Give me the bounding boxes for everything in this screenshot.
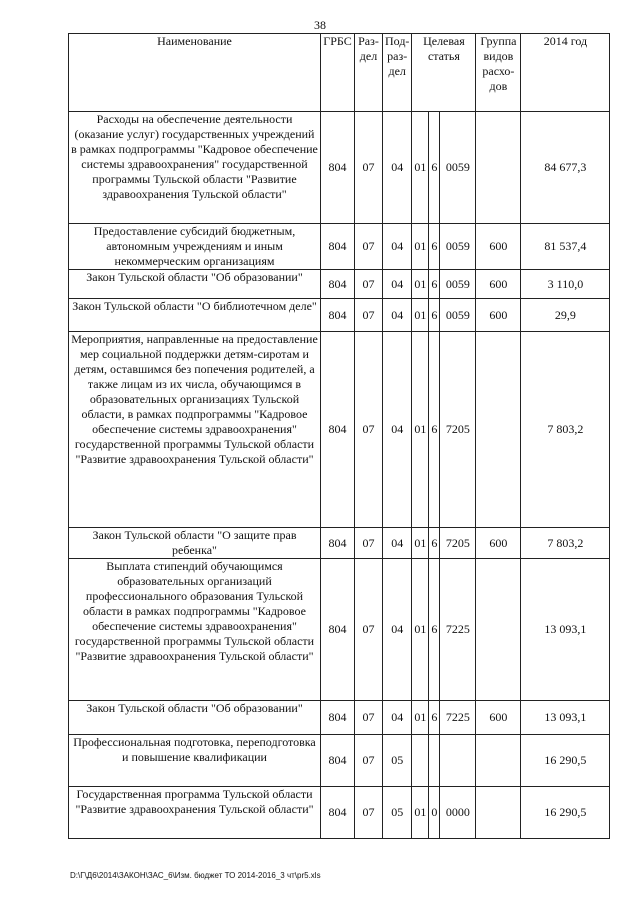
- cell-amount-2014: 7 803,2: [521, 528, 610, 559]
- cell-razdel: 07: [355, 332, 383, 528]
- cell-target-code: 7225: [440, 559, 476, 701]
- cell-grbs: 804: [321, 528, 355, 559]
- cell-expense-group: [476, 735, 521, 787]
- cell-amount-2014: 7 803,2: [521, 332, 610, 528]
- table-row: [69, 787, 610, 839]
- cell-amount-2014: 3 110,0: [521, 270, 610, 299]
- cell-podrazdel: 04: [383, 559, 412, 701]
- cell-podrazdel: 04: [383, 112, 412, 224]
- cell-podrazdel: 04: [383, 299, 412, 332]
- cell-razdel: 07: [355, 735, 383, 787]
- cell-target-code: 0059: [440, 112, 476, 224]
- cell-target-program: [412, 735, 429, 787]
- cell-razdel: 07: [355, 224, 383, 270]
- cell-amount-2014: 16 290,5: [521, 735, 610, 787]
- cell-name: Расходы на обеспечение деятельности (оказание услуг) государственных учреждений в рамках подпрограммы "Кадровое обеспечение системы здравоохранения" государственной программы Тульской области "Развитие здравоохранения Тульской области": [69, 112, 321, 224]
- cell-name: Закон Тульской области "Об образовании": [69, 270, 321, 299]
- cell-podrazdel: 04: [383, 701, 412, 735]
- table-row: [69, 112, 610, 224]
- table-row: [69, 559, 610, 701]
- cell-razdel: 07: [355, 270, 383, 299]
- cell-grbs: 804: [321, 332, 355, 528]
- cell-razdel: 07: [355, 701, 383, 735]
- cell-target-subprogram: 6: [429, 528, 440, 559]
- page-number: 38: [314, 18, 326, 32]
- header-row: [69, 34, 610, 112]
- cell-target-code: 7205: [440, 528, 476, 559]
- table-row: [69, 332, 610, 528]
- table-row: [69, 299, 610, 332]
- cell-grbs: 804: [321, 299, 355, 332]
- cell-target-program: 01: [412, 332, 429, 528]
- cell-target-subprogram: 6: [429, 270, 440, 299]
- cell-podrazdel: 04: [383, 224, 412, 270]
- cell-razdel: 07: [355, 528, 383, 559]
- cell-name: Закон Тульской области "О защите прав ребенка": [69, 528, 321, 559]
- cell-grbs: 804: [321, 735, 355, 787]
- cell-podrazdel: 05: [383, 735, 412, 787]
- cell-name: Государственная программа Тульской области "Развитие здравоохранения Тульской области": [69, 787, 321, 839]
- cell-name: Закон Тульской области "Об образовании": [69, 701, 321, 735]
- cell-target-subprogram: 6: [429, 224, 440, 270]
- cell-grbs: 804: [321, 224, 355, 270]
- cell-grbs: 804: [321, 701, 355, 735]
- cell-expense-group: [476, 112, 521, 224]
- cell-expense-group: 600: [476, 270, 521, 299]
- cell-target-subprogram: 6: [429, 332, 440, 528]
- cell-target-code: 7225: [440, 701, 476, 735]
- cell-podrazdel: 04: [383, 270, 412, 299]
- header-podrazdel: Под- раз- дел: [383, 34, 412, 112]
- table-row: [69, 528, 610, 559]
- cell-target-code: 7205: [440, 332, 476, 528]
- cell-name: Мероприятия, направленные на предоставление мер социальной поддержки детям-сиротам и детям, оставшимся без попечения родителей, а также лицам из их числа, обучающимся в образовательных организациях Тульской области, в рамках подпрограммы "Кадровое обеспечение системы здравоохранения" государственной программы Тульской области "Развитие здравоохранения Тульской области": [69, 332, 321, 528]
- cell-amount-2014: 84 677,3: [521, 112, 610, 224]
- header-target: Целевая статья: [412, 34, 476, 112]
- table-row: [69, 224, 610, 270]
- cell-target-subprogram: 6: [429, 299, 440, 332]
- table-row: [69, 701, 610, 735]
- cell-razdel: 07: [355, 112, 383, 224]
- cell-grbs: 804: [321, 112, 355, 224]
- header-name: Наименование: [69, 34, 321, 112]
- cell-expense-group: 600: [476, 701, 521, 735]
- cell-target-program: 01: [412, 787, 429, 839]
- cell-amount-2014: 16 290,5: [521, 787, 610, 839]
- header-razdel: Раз- дел: [355, 34, 383, 112]
- cell-target-program: 01: [412, 224, 429, 270]
- cell-razdel: 07: [355, 559, 383, 701]
- cell-razdel: 07: [355, 299, 383, 332]
- header-group: Группа видов расхо- дов: [476, 34, 521, 112]
- cell-target-subprogram: 6: [429, 701, 440, 735]
- cell-podrazdel: 05: [383, 787, 412, 839]
- cell-target-code: 0059: [440, 270, 476, 299]
- cell-target-program: 01: [412, 299, 429, 332]
- cell-grbs: 804: [321, 787, 355, 839]
- header-grbs: ГРБС: [321, 34, 355, 112]
- cell-target-code: [440, 735, 476, 787]
- budget-table: [68, 33, 610, 839]
- cell-grbs: 804: [321, 559, 355, 701]
- cell-name: Закон Тульской области "О библиотечном деле": [69, 299, 321, 332]
- table-row: [69, 270, 610, 299]
- cell-target-subprogram: 0: [429, 787, 440, 839]
- cell-expense-group: 600: [476, 528, 521, 559]
- cell-amount-2014: 13 093,1: [521, 701, 610, 735]
- cell-expense-group: [476, 559, 521, 701]
- cell-podrazdel: 04: [383, 528, 412, 559]
- cell-name: Выплата стипендий обучающимся образовательных организаций профессионального образования Тульской области в рамках подпрограммы "Кадровое обеспечение системы здравоохранения" государственной программы Тульской области "Развитие здравоохранения Тульской области": [69, 559, 321, 701]
- cell-target-subprogram: 6: [429, 112, 440, 224]
- cell-expense-group: [476, 332, 521, 528]
- cell-target-code: 0000: [440, 787, 476, 839]
- table-row: [69, 735, 610, 787]
- cell-amount-2014: 81 537,4: [521, 224, 610, 270]
- cell-target-subprogram: 6: [429, 559, 440, 701]
- cell-grbs: 804: [321, 270, 355, 299]
- cell-expense-group: [476, 787, 521, 839]
- cell-amount-2014: 13 093,1: [521, 559, 610, 701]
- cell-target-program: 01: [412, 112, 429, 224]
- cell-target-code: 0059: [440, 224, 476, 270]
- cell-name: Профессиональная подготовка, переподготовка и повышение квалификации: [69, 735, 321, 787]
- cell-target-program: 01: [412, 270, 429, 299]
- cell-podrazdel: 04: [383, 332, 412, 528]
- cell-expense-group: 600: [476, 299, 521, 332]
- cell-target-code: 0059: [440, 299, 476, 332]
- cell-target-program: 01: [412, 701, 429, 735]
- cell-expense-group: 600: [476, 224, 521, 270]
- cell-amount-2014: 29,9: [521, 299, 610, 332]
- cell-name: Предоставление субсидий бюджетным, автономным учреждениям и иным некоммерческим организациям: [69, 224, 321, 270]
- header-year: 2014 год: [521, 34, 610, 112]
- cell-target-subprogram: [429, 735, 440, 787]
- file-path-footer: D:\Г\Д6\2014\ЗАКОН\ЗАС_6\Изм. бюджет ТО 2014-2016_3 чт\pr5.xls: [70, 871, 321, 880]
- cell-razdel: 07: [355, 787, 383, 839]
- cell-target-program: 01: [412, 559, 429, 701]
- cell-target-program: 01: [412, 528, 429, 559]
